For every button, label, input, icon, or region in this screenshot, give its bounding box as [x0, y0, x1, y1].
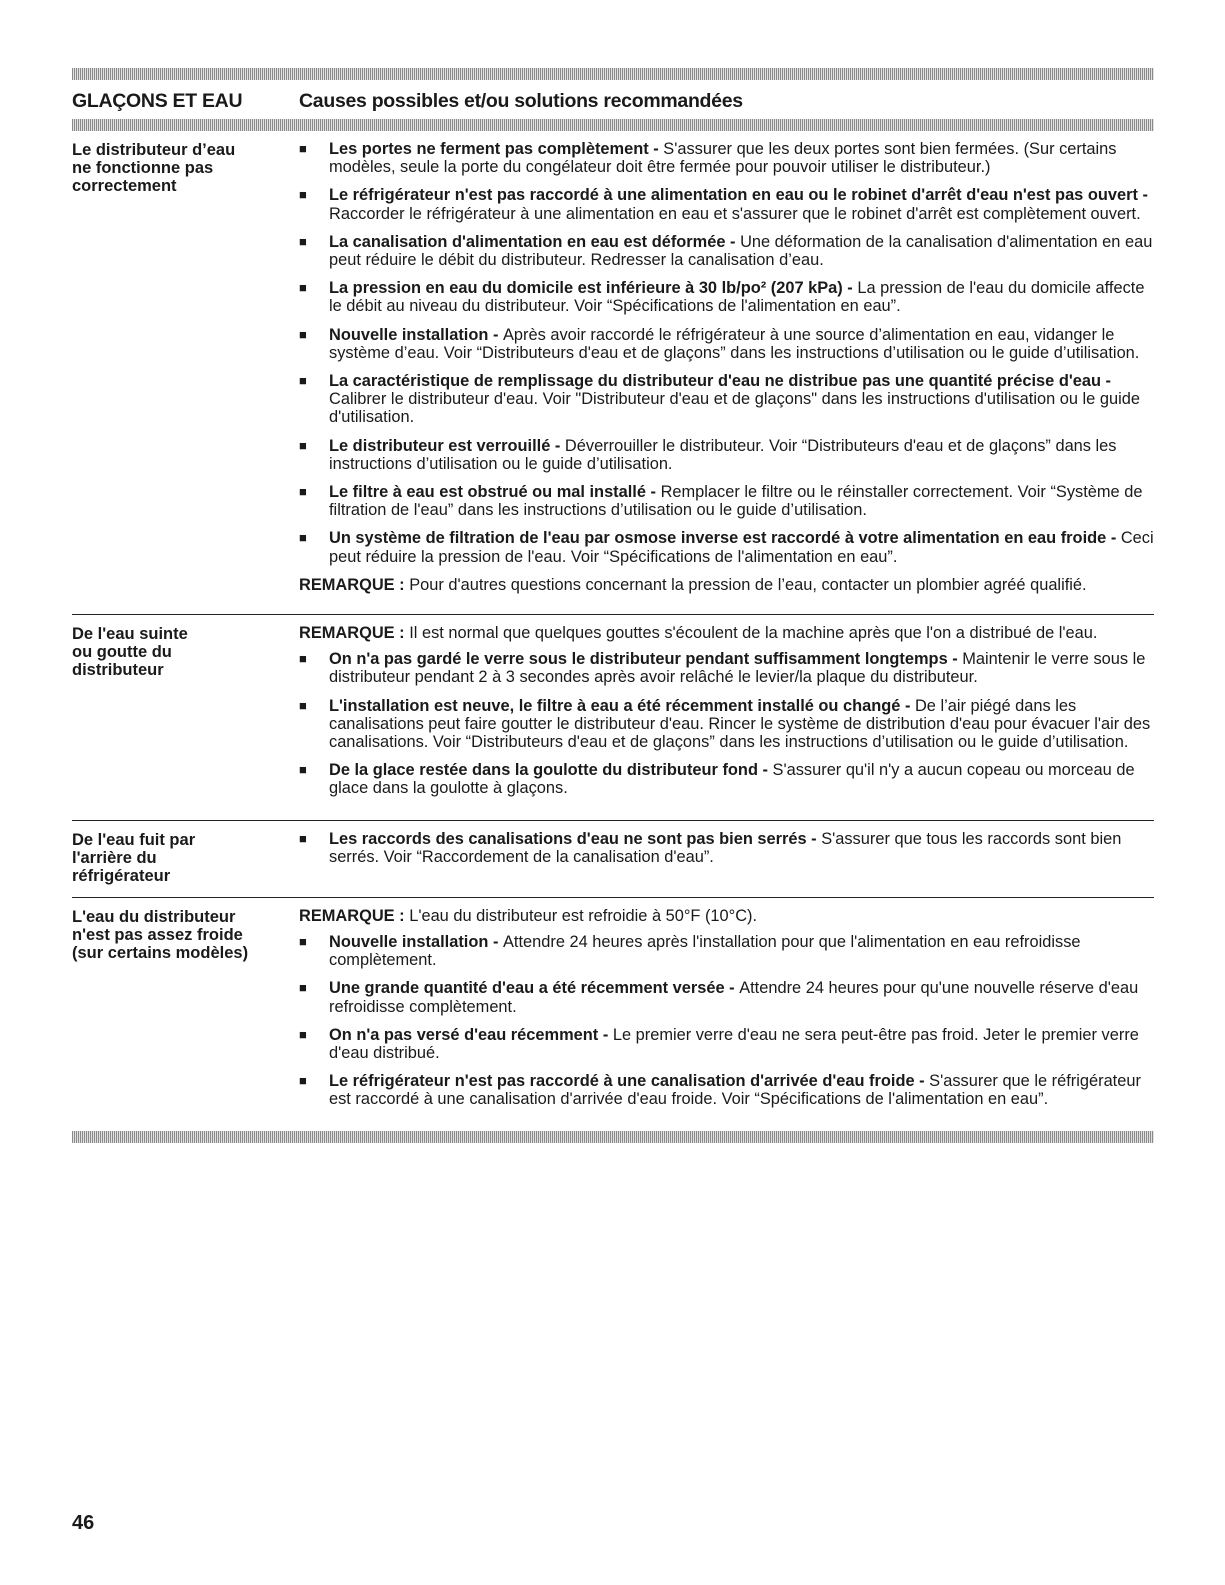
cause-separator: - [1101, 372, 1112, 391]
remark-label: REMARQUE : [299, 906, 405, 925]
cause-lead: Une grande quantité d'eau a été récemment versée [329, 979, 725, 998]
trouble-section [72, 614, 1154, 820]
problem-title: Le distributeur d’eau ne fonctionne pas correctement [72, 141, 236, 195]
solution-item [299, 1072, 1154, 1108]
troubleshooting-page [72, 68, 1154, 1143]
square-bullet-icon: ■ [299, 280, 307, 296]
solution-item [299, 326, 1154, 362]
cause-lead: Le filtre à eau est obstrué ou mal installé [329, 483, 646, 502]
header-category: GLAÇONS ET EAU [72, 90, 243, 112]
problem-title: L'eau du distributeur n'est pas assez froide (sur certains modèles) [72, 907, 249, 962]
problem-title: De l'eau suinte ou goutte du distributeur [72, 625, 188, 680]
cause-lead: De la glace restée dans la goulotte du distributeur fond [329, 761, 758, 780]
solution-text: S'assurer que tous les raccords sont bien serrés. Voir “Raccordement de la canalisation d'eau”. [329, 829, 1122, 866]
solution-text: Remplacer le filtre ou le réinstaller correctement. Voir “Système de filtration de l'eau” dans les instructions d’utilisation ou le guide d’utilisation. [329, 483, 1143, 520]
cause-lead: Un système de filtration de l'eau par osmose inverse est raccordé à votre alimentation en eau froide [329, 529, 1107, 548]
square-bullet-icon: ■ [299, 1026, 307, 1042]
solution-text: S'assurer que les deux portes sont bien fermées. (Sur certains modèles, seule la porte du congélateur doit être fermée pour pouvoir utiliser le distributeur.) [329, 140, 1117, 177]
solution-item [299, 1026, 1154, 1062]
solution-item [299, 483, 1154, 519]
solution-item [299, 372, 1154, 427]
square-bullet-icon: ■ [299, 373, 307, 389]
cause-lead: Les portes ne ferment pas complètement [329, 140, 649, 158]
solution-item [299, 437, 1154, 473]
cause-separator: - [1137, 186, 1148, 205]
solutions-list [299, 907, 1154, 1119]
solution-item [299, 933, 1154, 969]
cause-separator: - [914, 1072, 930, 1091]
solution-item [299, 140, 1154, 176]
cause-lead: On n'a pas versé d'eau récemment [329, 1025, 599, 1044]
cause-lead: On n'a pas gardé le verre sous le distributeur pendant suffisamment longtemps [329, 650, 948, 669]
page-number: 46 [72, 1512, 95, 1534]
square-bullet-icon: ■ [299, 141, 307, 156]
header-causes: Causes possibles et/ou solutions recommandées [299, 90, 743, 112]
cause-separator: - [900, 696, 915, 715]
cause-separator: - [1106, 529, 1121, 548]
remark-note [299, 576, 1154, 594]
solution-text: S'assurer que le réfrigérateur est raccordé à une canalisation d'arrivée d'eau froide. Voir “Spécifications de l'alimentation en eau”. [329, 1072, 1141, 1109]
square-bullet-icon: ■ [299, 651, 307, 667]
cause-separator: - [598, 1025, 613, 1044]
cause-separator: - [488, 325, 503, 344]
trouble-section [72, 897, 1154, 1131]
solutions-list [299, 140, 1154, 602]
solutions-list [299, 624, 1154, 808]
cause-separator: - [757, 761, 773, 780]
cause-separator: - [947, 650, 963, 669]
cause-separator: - [488, 932, 503, 951]
cause-lead: Le distributeur est verrouillé [329, 436, 551, 455]
cause-lead: La canalisation d'alimentation en eau est déformée [329, 232, 726, 251]
top-dotted-rule [72, 68, 1154, 80]
solution-text: Calibrer le distributeur d'eau. Voir "Distributeur d'eau et de glaçons" dans les instructions d'utilisation ou le guide d'utilisation. [329, 390, 1140, 427]
remark-label: REMARQUE : [299, 575, 405, 594]
remark-note [299, 907, 1154, 925]
solution-item [299, 761, 1154, 797]
bottom-dotted-rule [72, 1131, 1154, 1143]
cause-separator: - [725, 232, 741, 251]
square-bullet-icon: ■ [299, 830, 307, 846]
solution-item [299, 830, 1154, 866]
cause-separator: - [550, 436, 565, 455]
cause-separator: - [806, 829, 822, 848]
troubleshooting-table [72, 131, 1154, 1131]
solution-text: Raccorder le réfrigérateur à une alimentation en eau et s'assurer que le robinet d'arrêt est complètement ouvert. [329, 204, 1141, 223]
cause-separator: - [645, 483, 661, 502]
cause-lead: Nouvelle installation [329, 325, 489, 344]
solution-text: Attendre 24 heures pour qu'une nouvelle réserve d'eau refroidisse complètement. [329, 979, 1139, 1016]
trouble-section [72, 131, 1154, 614]
square-bullet-icon: ■ [299, 697, 307, 713]
table-header [72, 80, 1154, 119]
solution-text: Maintenir le verre sous le distributeur pendant 2 à 3 secondes après avoir relâché le levier/la plaque du distributeur. [329, 650, 1146, 687]
remark-note [299, 624, 1154, 642]
solutions-list [299, 830, 1154, 885]
trouble-section [72, 820, 1154, 897]
square-bullet-icon: ■ [299, 980, 307, 996]
remark-label: REMARQUE : [299, 624, 405, 643]
cause-lead: Nouvelle installation [329, 932, 489, 951]
solution-item [299, 979, 1154, 1015]
solution-text: Déverrouiller le distributeur. Voir “Distributeurs d'eau et de glaçons” dans les instructions d’utilisation ou le guide d’utilisation. [329, 436, 1117, 473]
cause-separator: - [842, 279, 858, 298]
solution-text: Après avoir raccordé le réfrigérateur à une source d’alimentation en eau, vidanger le système d’eau. Voir “Distributeurs d'eau et de glaçons” dans les instructions d’utilisation ou le guide d’utilisation. [329, 325, 1140, 362]
cause-separator: - [724, 979, 740, 998]
solution-text: Une déformation de la canalisation d'alimentation en eau peut réduire le débit du distributeur. Redresser la canalisation d’eau. [329, 232, 1153, 270]
solution-item [299, 279, 1154, 315]
square-bullet-icon: ■ [299, 530, 307, 546]
solution-text: De l’air piégé dans les canalisations peut faire goutter le distributeur d'eau. Rincer le système de distribution d'eau pour évacuer l'air des canalisations. Voir “Distributeurs d'eau et de glaçons” dans les instructions d’utilisation ou le guide d’utilisation. [329, 696, 1151, 752]
square-bullet-icon: ■ [299, 762, 307, 778]
header-dotted-rule [72, 119, 1154, 131]
problem-title: De l'eau fuit par l'arrière du réfrigérateur [72, 830, 196, 885]
solution-item [299, 697, 1154, 752]
square-bullet-icon: ■ [299, 933, 307, 949]
cause-lead: La caractéristique de remplissage du distributeur d'eau ne distribue pas une quantité précise d'eau [329, 372, 1101, 391]
cause-separator: - [648, 140, 664, 158]
square-bullet-icon: ■ [299, 187, 307, 203]
remark-text: L'eau du distributeur est refroidie à 50°F (10°C). [409, 906, 758, 925]
square-bullet-icon: ■ [299, 233, 307, 249]
solution-item [299, 186, 1154, 222]
solution-text: Le premier verre d'eau ne sera peut-être pas froid. Jeter le premier verre d'eau distribué. [329, 1025, 1139, 1062]
square-bullet-icon: ■ [299, 1073, 307, 1089]
solution-text: Ceci peut réduire la pression de l'eau. Voir “Spécifications de l'alimentation en eau”. [329, 529, 1154, 566]
solution-item [299, 529, 1154, 565]
cause-lead: Le réfrigérateur n'est pas raccordé à une canalisation d'arrivée d'eau froide [329, 1072, 915, 1091]
solution-text: S'assurer qu'il n'y a aucun copeau ou morceau de glace dans la goulotte à glaçons. [329, 761, 1135, 798]
cause-lead: La pression en eau du domicile est inférieure à 30 lb/po² (207 kPa) [329, 279, 843, 298]
remark-text: Pour d'autres questions concernant la pression de l’eau, contacter un plombier agréé qualifié. [409, 575, 1087, 594]
solution-text: La pression de l'eau du domicile affecte le débit au niveau du distributeur. Voir “Spécifications de l'alimentation en eau”. [329, 279, 1145, 316]
square-bullet-icon: ■ [299, 437, 307, 453]
solution-text: Attendre 24 heures après l'installation pour que l'alimentation en eau refroidisse complètement. [329, 932, 1081, 970]
solution-item [299, 233, 1154, 269]
square-bullet-icon: ■ [299, 326, 307, 342]
cause-lead: Les raccords des canalisations d'eau ne sont pas bien serrés [329, 829, 807, 848]
solution-item [299, 650, 1154, 686]
cause-lead: Le réfrigérateur n'est pas raccordé à une alimentation en eau ou le robinet d'arrêt d'eau n'est pas ouvert [329, 186, 1138, 205]
remark-text: Il est normal que quelques gouttes s'écoulent de la machine après que l'on a distribué de l'eau. [409, 624, 1098, 643]
cause-lead: L'installation est neuve, le filtre à eau a été récemment installé ou changé [329, 696, 901, 715]
square-bullet-icon: ■ [299, 484, 307, 500]
